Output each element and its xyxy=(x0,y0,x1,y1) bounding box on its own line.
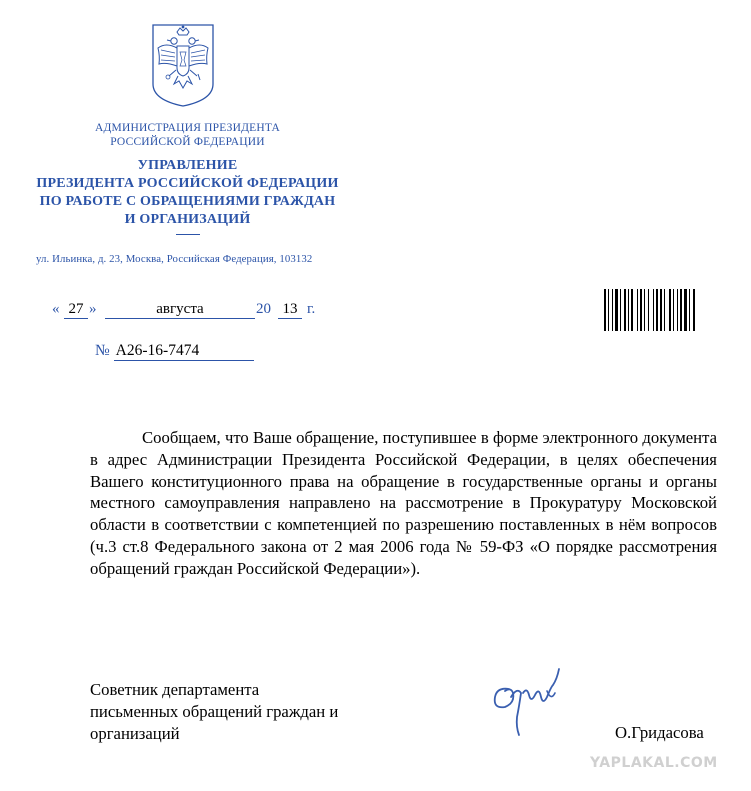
date-month xyxy=(105,301,255,319)
dept-title-line-3: ПО РАБОТЕ С ОБРАЩЕНИЯМИ ГРАЖДАН xyxy=(39,194,336,209)
watermark: YAPLAKAL.COM xyxy=(590,755,718,771)
document-number xyxy=(95,342,254,361)
signer-position-line-2: письменных обращений граждан и xyxy=(90,701,339,721)
barcode-icon xyxy=(604,289,720,331)
date-year xyxy=(278,301,302,319)
signer-name: О.Гридасова xyxy=(615,723,704,742)
date-month-value: августа xyxy=(105,301,255,319)
date-year-value: 13 xyxy=(278,301,302,319)
address: ул. Ильинка, д. 23, Москва, Российская Федерация, 103132 xyxy=(36,253,313,265)
handwritten-signature-icon xyxy=(487,657,571,741)
signer-position xyxy=(90,679,410,744)
signer-position-line-3: организаций xyxy=(90,723,180,743)
date-close-quote: » xyxy=(89,301,97,317)
body-paragraph: Сообщаем, что Ваше обращение, поступившее в форме электронного документа в адрес Администрации Президента Российской Федерации, в целях обеспечения Вашего конституционного права на обращение в государственные органы и органы местного самоуправления направлено на рассмотрение в Прокуратуру Московской области в соответствии с компетенцией по разрешению поставленных в нём вопросов (ч.3 ст.8 Федерального закона от 2 мая 2006 года № 59-ФЗ «О порядке рассмотрения обращений граждан Российской Федерации»). xyxy=(90,428,717,578)
signer-position-line-1: Советник департамента xyxy=(90,680,260,699)
admin-line-1: АДМИНИСТРАЦИЯ ПРЕЗИДЕНТА xyxy=(94,122,281,134)
admin-line-2: РОССИЙСКОЙ ФЕДЕРАЦИИ xyxy=(110,136,265,148)
date-day xyxy=(64,301,88,319)
dept-title-line-2: ПРЕЗИДЕНТА РОССИЙСКОЙ ФЕДЕРАЦИИ xyxy=(36,176,339,191)
date-day-value: 27 xyxy=(64,301,88,319)
document-number-prefix: № xyxy=(95,342,110,359)
document-number-value: А26-16-7474 xyxy=(114,342,254,361)
dept-title-line-4: И ОРГАНИЗАЦИЙ xyxy=(124,212,251,227)
date-year-suffix: г. xyxy=(307,301,316,317)
coat-of-arms-icon xyxy=(150,22,216,108)
date-open-quote: « xyxy=(52,301,60,317)
date-century: 20 xyxy=(256,301,271,317)
letter-body xyxy=(90,427,717,580)
dept-title-line-1: УПРАВЛЕНИЕ xyxy=(137,158,238,173)
header-divider xyxy=(176,234,200,235)
